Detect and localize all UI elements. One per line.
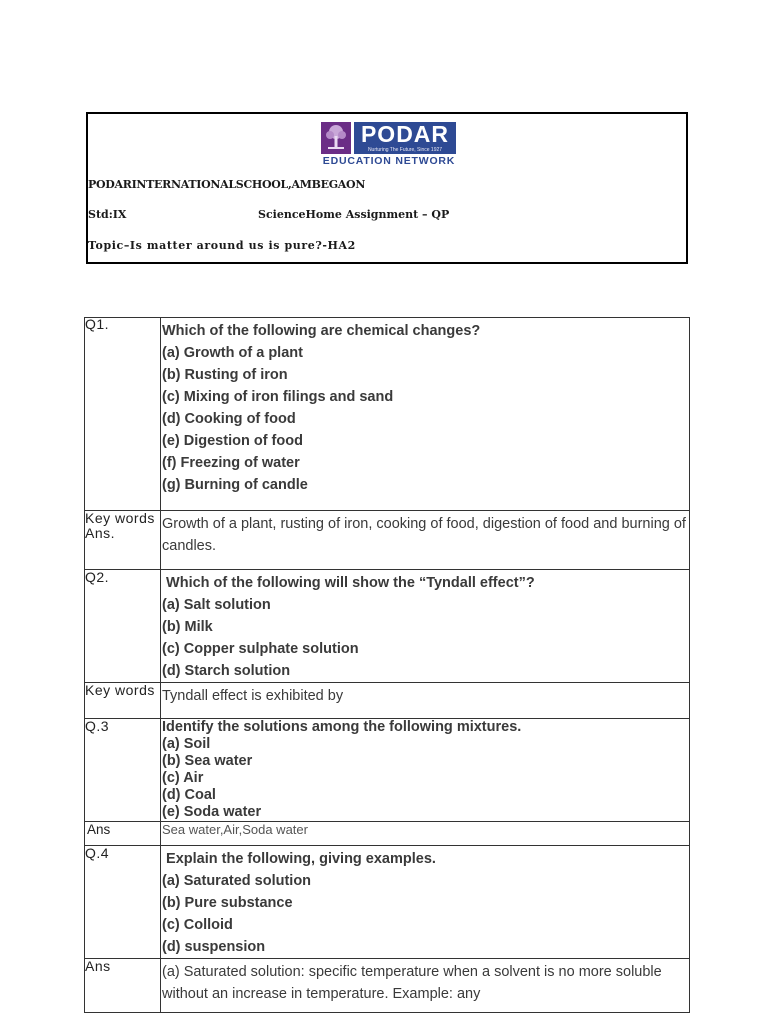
row-label: Key words — [85, 683, 161, 719]
option-item: (c) Mixing of iron filings and sand — [162, 389, 394, 405]
option-item: (d) Coal — [162, 787, 216, 803]
table-row — [85, 318, 690, 511]
logo-brand-text: PODAR — [354, 122, 456, 154]
answer-cell — [161, 822, 690, 846]
answer-text: Growth of a plant, rusting of iron, cooking of food, digestion of food and burning of candles. — [162, 516, 686, 554]
answer-cell — [161, 511, 690, 570]
podar-logo — [321, 122, 457, 166]
table-row — [85, 570, 690, 683]
option-item: (e) Digestion of food — [162, 433, 303, 449]
logo-tagline: Nurturing The Future, Since 1927 — [367, 147, 443, 153]
row-label: Q.4 — [85, 846, 161, 959]
question-cell — [161, 570, 690, 683]
question-text: Which of the following will show the “Tyndall effect”? — [162, 575, 535, 591]
table-row — [85, 511, 690, 570]
tree-logo-icon — [321, 122, 351, 154]
answer-text: (a) Saturated solution: specific temperature when a solvent is no more soluble without an increase in temperature. Example: any — [162, 964, 662, 1002]
table-row — [85, 822, 690, 846]
row-label: Ans — [85, 959, 161, 1013]
row-label: Ans — [85, 822, 161, 846]
option-item: (b) Milk — [162, 619, 213, 635]
row-label: Q1. — [85, 318, 161, 511]
logo-network-text: EDUCATION NETWORK — [322, 155, 456, 167]
option-item: (b) Rusting of iron — [162, 367, 288, 383]
answer-text: Tyndall effect is exhibited by — [162, 688, 344, 704]
question-cell — [161, 719, 690, 822]
option-item: (d) Cooking of food — [162, 411, 296, 427]
answer-cell — [161, 683, 690, 719]
question-text: Explain the following, giving examples. — [162, 851, 436, 867]
row-label: Key words Ans. — [85, 511, 161, 570]
qa-table — [84, 317, 690, 1013]
option-item: (f) Freezing of water — [162, 455, 300, 471]
table-row — [85, 959, 690, 1013]
option-item: (c) Colloid — [162, 917, 233, 933]
answer-text: Sea water,Air,Soda water — [162, 822, 308, 837]
option-item: (e) Soda water — [162, 804, 262, 820]
option-item: (a) Salt solution — [162, 597, 271, 613]
option-item: (d) Starch solution — [162, 663, 291, 679]
row-label: Q2. — [85, 570, 161, 683]
option-item: (c) Air — [162, 770, 204, 786]
option-item: (b) Pure substance — [162, 895, 293, 911]
document-header — [86, 112, 688, 264]
option-item: (d) suspension — [162, 939, 266, 955]
option-item: (g) Burning of candle — [162, 477, 308, 493]
subject-label: ScienceHome Assignment – QP — [258, 208, 450, 221]
option-item: (a) Growth of a plant — [162, 345, 303, 361]
answer-cell — [161, 959, 690, 1013]
question-text: Which of the following are chemical changes? — [162, 323, 481, 339]
option-item: (a) Saturated solution — [162, 873, 312, 889]
row-label: Q.3 — [85, 719, 161, 822]
option-item: (b) Sea water — [162, 753, 253, 769]
topic-label: Topic–Is matter around us is pure?-HA2 — [88, 239, 356, 252]
question-cell — [161, 846, 690, 959]
school-name: PODARINTERNATIONALSCHOOL,AMBEGAON — [88, 178, 366, 191]
option-item: (a) Soil — [162, 736, 211, 752]
table-row — [85, 719, 690, 822]
table-row — [85, 846, 690, 959]
table-row — [85, 683, 690, 719]
question-cell — [161, 318, 690, 511]
question-text: Identify the solutions among the following mixtures. — [162, 719, 522, 735]
option-item: (c) Copper sulphate solution — [162, 641, 359, 657]
std-label: Std:IX — [88, 208, 127, 221]
